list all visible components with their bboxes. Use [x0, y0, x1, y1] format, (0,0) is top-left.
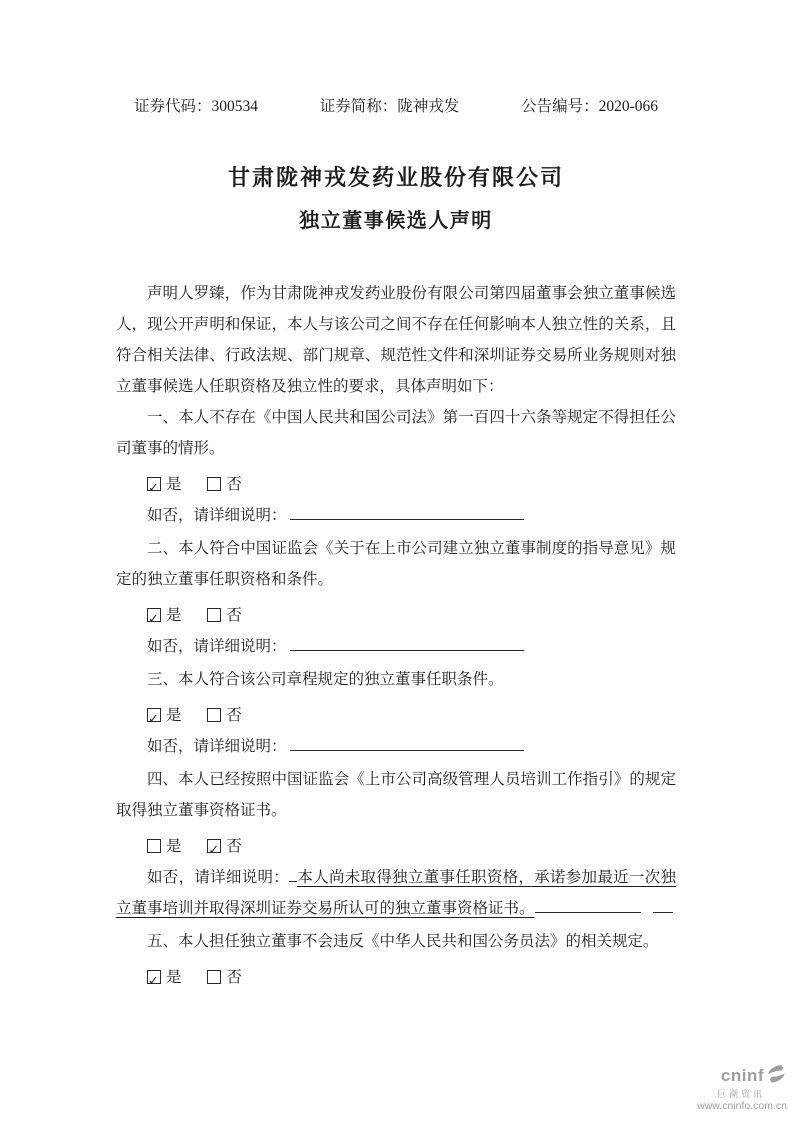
- yes-label: 是: [166, 607, 182, 624]
- underline-tip: [653, 899, 673, 913]
- explanation-row-2: [116, 631, 676, 662]
- blank-underline: [290, 637, 524, 651]
- explanation-row-1: [116, 500, 676, 531]
- stock-code: 证券代码：300534: [134, 98, 259, 115]
- yes-label: 是: [166, 838, 182, 855]
- blank-underline: [290, 506, 524, 520]
- underline-filler: [535, 899, 641, 913]
- document-content: [116, 96, 676, 993]
- yes-label: 是: [166, 476, 182, 493]
- cninfo-url: www.cninfo.com.cn: [697, 1100, 787, 1113]
- company-title: 甘肃陇神戎发药业股份有限公司: [227, 165, 564, 190]
- explanation-row-4: [116, 862, 676, 924]
- explain-label: 如否，请详细说明：: [147, 738, 287, 755]
- document-header: [116, 96, 676, 118]
- cninfo-swirl-icon: [766, 1064, 787, 1089]
- checkbox-row-5: [116, 962, 676, 993]
- yes-checkbox: [147, 477, 161, 491]
- explanation-row-3: [116, 731, 676, 762]
- checkbox-row-1: [116, 469, 676, 500]
- announcement-number: 公告编号：2020-066: [521, 98, 658, 115]
- document-title: 独立董事候选人声明: [299, 210, 493, 232]
- no-label: 否: [226, 607, 242, 624]
- stock-short-name: 证券简称：陇神戎发: [319, 98, 460, 115]
- explain-label: 如否，请详细说明：: [147, 507, 287, 524]
- no-checkbox: [207, 708, 221, 722]
- checkbox-row-3: [116, 700, 676, 731]
- declaration-item-2: 二、本人符合中国证监会《关于在上市公司建立独立董事制度的指导意见》规定的独立董事任职资格和条件。: [116, 540, 676, 588]
- no-checkbox: [207, 970, 221, 984]
- explain-label: 如否，请详细说明：: [147, 869, 290, 886]
- yes-label: 是: [166, 707, 182, 724]
- no-label: 否: [226, 969, 242, 986]
- blank-underline: [290, 737, 524, 751]
- no-checkbox: [207, 477, 221, 491]
- yes-label: 是: [166, 969, 182, 986]
- checkbox-row-2: [116, 600, 676, 631]
- no-checkbox: [207, 839, 221, 853]
- no-label: 否: [226, 476, 242, 493]
- cninfo-brand-text: cninf: [720, 1065, 764, 1085]
- yes-checkbox: [147, 708, 161, 722]
- intro-paragraph: 声明人罗臻，作为甘肃陇神戎发药业股份有限公司第四届董事会独立董事候选人，现公开声明和保证，本人与该公司之间不存在任何影响本人独立性的关系，且符合相关法律、行政法规、部门规章、规范性文件和深圳证券交易所业务规则对独立董事候选人任职资格及独立性的要求，具体声明如下：: [116, 285, 676, 395]
- no-label: 否: [226, 707, 242, 724]
- declaration-item-3: 三、本人符合该公司章程规定的独立董事任职条件。: [147, 671, 504, 688]
- yes-checkbox: [147, 608, 161, 622]
- no-checkbox: [207, 608, 221, 622]
- underline-lead: [289, 868, 297, 882]
- explain-label: 如否，请详细说明：: [147, 638, 287, 655]
- no-label: 否: [226, 838, 242, 855]
- checkbox-row-4: [116, 831, 676, 862]
- yes-checkbox: [147, 970, 161, 984]
- explanation-text: 本人尚未取得独立董事任职资格，承诺参加最近一次独立董事培训并取得深圳证券交易所认可的独立董事资格证书。: [116, 869, 676, 917]
- cninfo-watermark: [697, 1064, 787, 1113]
- cninfo-chinese-name: 巨潮资讯: [716, 1088, 765, 1099]
- yes-checkbox: [147, 839, 161, 853]
- declaration-item-4: 四、本人已经按照中国证监会《上市公司高级管理人员培训工作指引》的规定取得独立董事资格证书。: [116, 771, 676, 819]
- declaration-item-1: 一、本人不存在《中国人民共和国公司法》第一百四十六条等规定不得担任公司董事的情形。: [116, 409, 676, 457]
- declaration-item-5: 五、本人担任独立董事不会违反《中华人民共和国公务员法》的相关规定。: [147, 933, 659, 950]
